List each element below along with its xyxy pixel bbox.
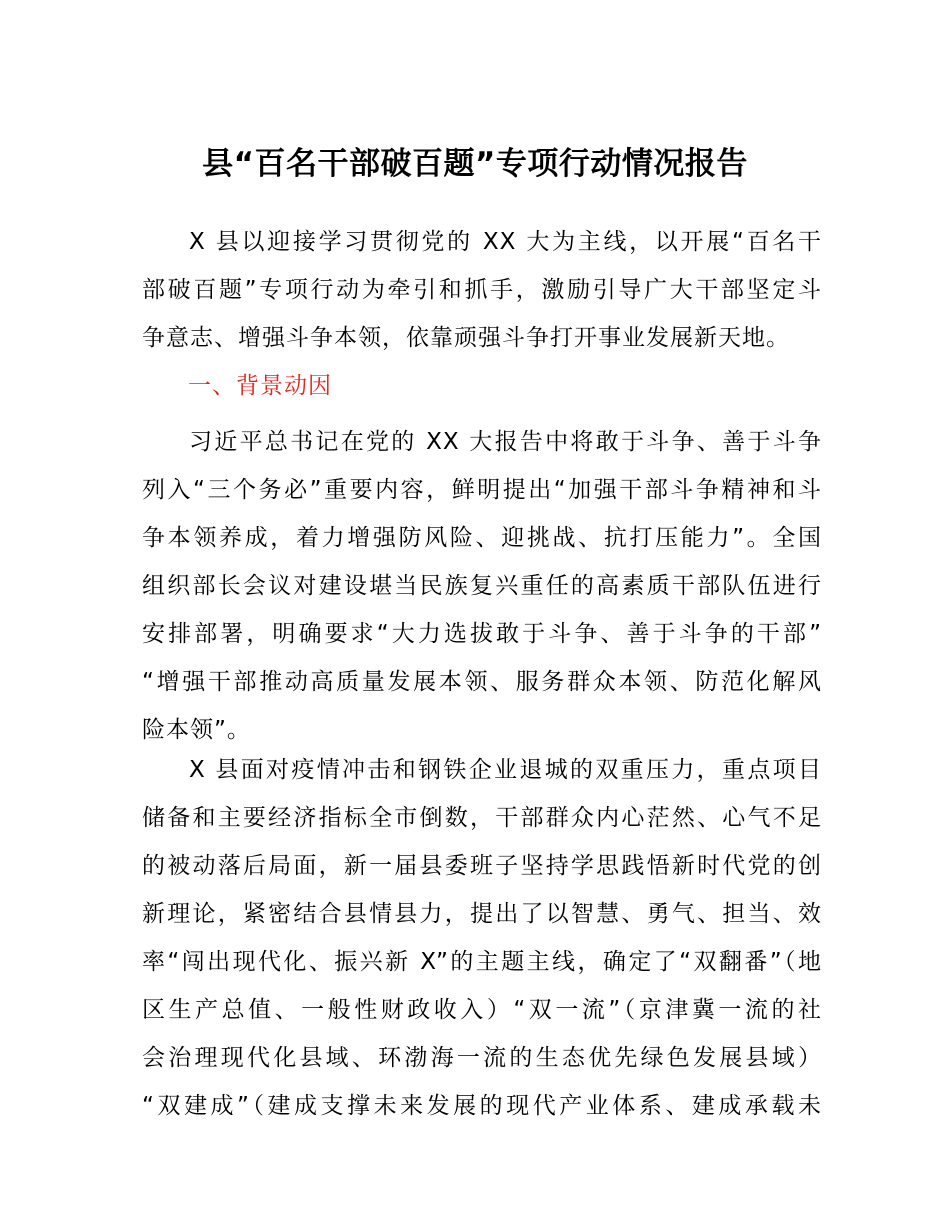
paragraph-line: 的被动落后局面，新一届县委班子坚持学思践悟新时代党的创 bbox=[142, 853, 822, 879]
paragraph-line: “双建成”（建成支撑未来发展的现代产业体系、建成承载未 bbox=[142, 1093, 822, 1119]
paragraph-line: 率“闯出现代化、振兴新 X”的主题主线，确定了“双翻番”（地 bbox=[142, 949, 822, 975]
paragraph-line: 争意志、增强斗争本领，依靠顽强斗争打开事业发展新天地。 bbox=[142, 325, 790, 351]
section-heading: 一、背景动因 bbox=[188, 373, 332, 399]
paragraph-intro bbox=[142, 218, 822, 362]
paragraph-line: X 县面对疫情冲击和钢铁企业退城的双重压力，重点项目 bbox=[189, 757, 822, 783]
paragraph-county-situation bbox=[142, 746, 822, 1130]
paragraph-line: 组织部长会议对建设堪当民族复兴重任的高素质干部队伍进行 bbox=[142, 573, 822, 599]
paragraph-line: 储备和主要经济指标全市倒数，干部群众内心茫然、心气不足 bbox=[142, 805, 822, 831]
paragraph-line: 会治理现代化县域、环渤海一流的生态优先绿色发展县域） bbox=[142, 1045, 822, 1071]
paragraph-line: 部破百题”专项行动为牵引和抓手，激励引导广大干部坚定斗 bbox=[142, 277, 822, 303]
paragraph-line: X 县以迎接学习贯彻党的 XX 大为主线，以开展“百名干 bbox=[189, 229, 822, 255]
paragraph-line: “增强干部推动高质量发展本领、服务群众本领、防范化解风 bbox=[142, 669, 822, 695]
paragraph-line: 列入“三个务必”重要内容，鲜明提出“加强干部斗争精神和斗 bbox=[142, 477, 822, 503]
paragraph-line: 安排部署，明确要求“大力选拔敢于斗争、善于斗争的干部” bbox=[142, 621, 822, 647]
paragraph-line: 险本领”。 bbox=[142, 717, 251, 743]
paragraph-background bbox=[142, 418, 822, 754]
paragraph-line: 习近平总书记在党的 XX 大报告中将敢于斗争、善于斗争 bbox=[189, 429, 822, 455]
document-title: 县“百名干部破百题”专项行动情况报告 bbox=[202, 146, 748, 182]
paragraph-line: 新理论，紧密结合县情县力，提出了以智慧、勇气、担当、效 bbox=[142, 901, 822, 927]
paragraph-line: 区生产总值、一般性财政收入）“双一流”（京津冀一流的社 bbox=[142, 997, 822, 1023]
paragraph-line: 争本领养成，着力增强防风险、迎挑战、抗打压能力”。全国 bbox=[142, 525, 822, 551]
